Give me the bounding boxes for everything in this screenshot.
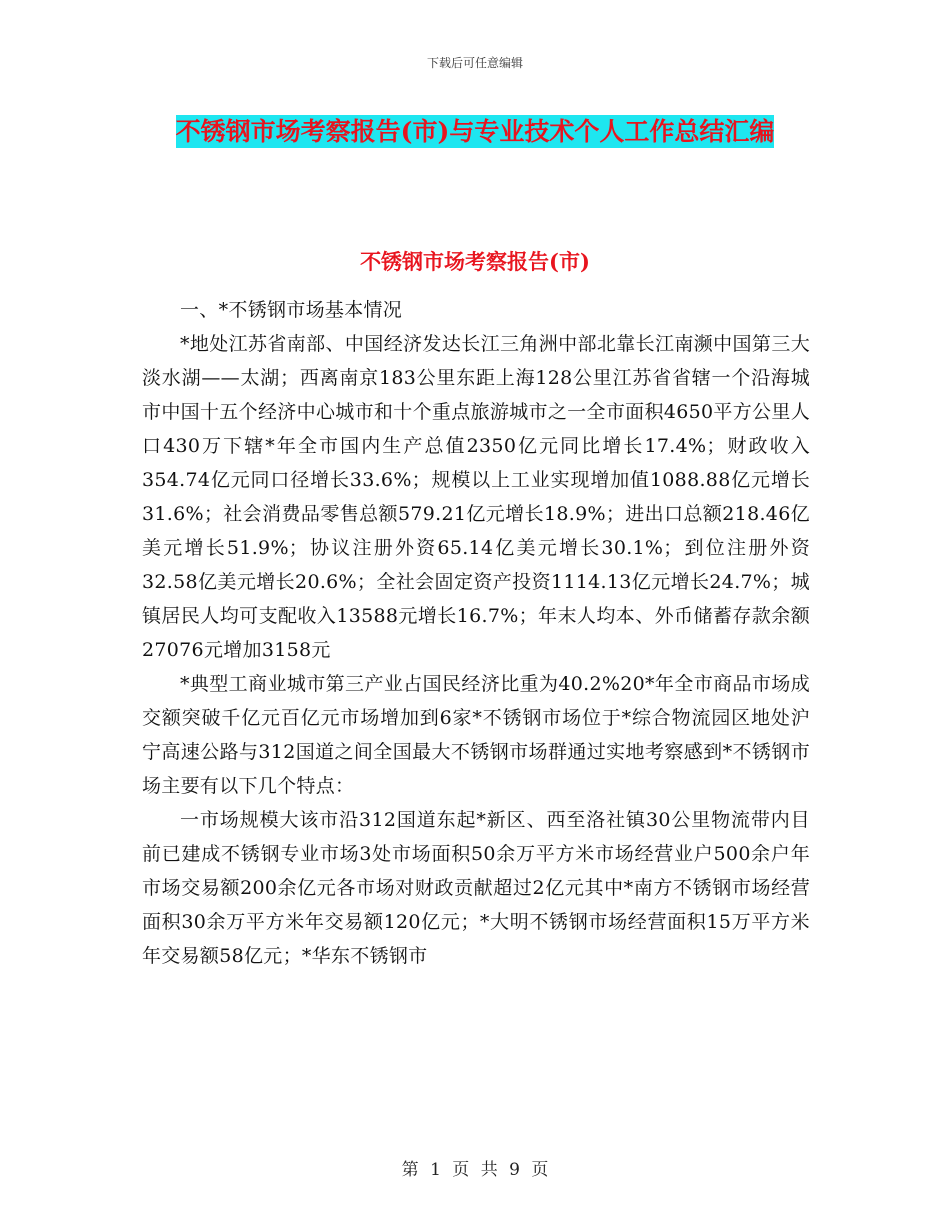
paragraph: 一市场规模大该市沿312国道东起*新区、西至洛社镇30公里物流带内目前已建成不锈钢专业市场3处市场面积50余万平方米市场经营业户500余户年市场交易额200余亿元各市场对财政贡献超过2亿元其中*南方不锈钢市场经营面积30余万平方米年交易额120亿元；*大明不锈钢市场经营面积15万平方米年交易额58亿元；*华东不锈钢市 [142,809,810,967]
section-title: 不锈钢市场考察报告(市) [360,249,590,274]
paragraph: *地处江苏省南部、中国经济发达长江三角洲中部北靠长江南濒中国第三大淡水湖——太湖；西离南京183公里东距上海128公里江苏省省辖一个沿海城市中国十五个经济中心城市和十个重点旅游城市之一全市面积4650平方公里人口430万下辖*年全市国内生产总值2350亿元同比增长17.4%；财政收入354.74亿元同口径增长33.6%；规模以上工业实现增加值1088.88亿元增长31.6%；社会消费品零售总额579.21亿元增长18.9%；进出口总额218.46亿美元增长51.9%；协议注册外资65.14亿美元增长30.1%；到位注册外资32.58亿美元增长20.6%；全社会固定资产投资1114.13亿元增长24.7%；城镇居民人均可支配收入13588元增长16.7%；年末人均本、外币储蓄存款余额27076元增加3158元 [142,333,810,661]
page-indicator: 第 1 页 共 9 页 [401,1160,549,1180]
document-title [150,110,800,154]
document-body [142,293,810,973]
paragraph-heading: 一、*不锈钢市场基本情况 [180,299,403,321]
document-title-text: 不锈钢市场考察报告(市)与专业技术个人工作总结汇编 [175,117,775,146]
header-note: 下载后可任意编辑 [426,56,523,70]
paragraph: *典型工商业城市第三产业占国民经济比重为40.2%20*年全市商品市场成交额突破千亿元百亿元市场增加到6家*不锈钢市场位于*综合物流园区地处沪宁高速公路与312国道之间全国最大不锈钢市场群通过实地考察感到*不锈钢市场主要有以下几个特点： [142,673,810,797]
